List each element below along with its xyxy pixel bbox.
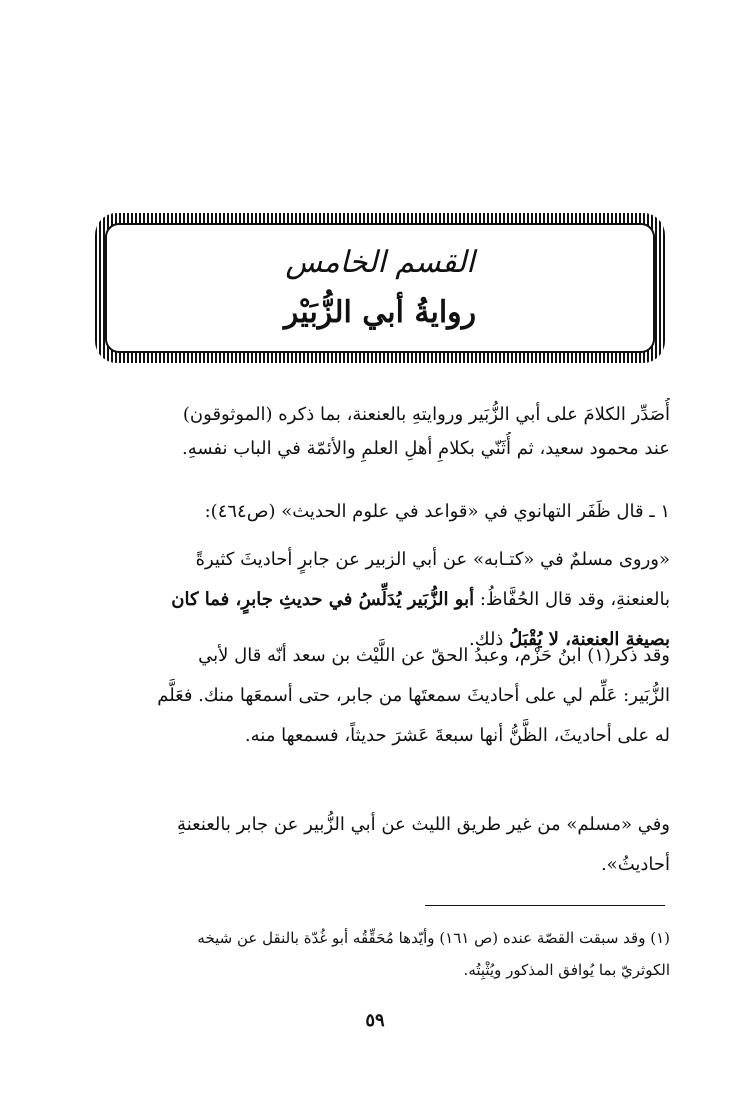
paragraph-intro — [96, 398, 670, 466]
title-ornamental-frame — [95, 213, 665, 363]
footnote-line: الكوثريّ بما يُوافق المذكور ويُثْبِتُه. — [463, 961, 670, 979]
paragraph-muslim — [96, 805, 670, 885]
text-normal: بالعنعنةِ، وقد قال الحُفَّاظُ: — [479, 589, 670, 610]
text-line: أُصَدِّر الكلامَ على أبي الزُّبَير وروايتهِ بالعنعنة، بما ذكره (الموثوقون) — [182, 404, 670, 425]
text-line: ١ ـ قال ظَفَر التهانوي في «قواعد في علوم الحديث» (ص٤٦٤): — [204, 501, 670, 522]
footnote — [96, 922, 670, 986]
text-line — [96, 580, 670, 620]
title-frame-inner — [105, 223, 655, 353]
text-line: عند محمود سعيد، ثم أُثَنّي بكلامِ أهلِ العلمِ والأئمّة في الباب نفسهِ. — [181, 438, 670, 459]
text-bold: أبو الزُّبَير يُدَلِّسُ في حديثِ جابرٍ، فما كان — [171, 589, 475, 610]
section-title: روايةُ أبي الزُّبَيْر — [283, 295, 477, 330]
text-line: له على أحاديثَ، الظَّنُّ أنها سبعةَ عَشرَ حديثاً، فسمعها منه. — [244, 725, 670, 746]
paragraph-citation — [96, 492, 670, 532]
text-bold: بصيغةِ العنعنة، لا يُقْبَلُ — [509, 629, 670, 650]
footnote-divider — [425, 905, 665, 906]
text-line: أحاديثُ». — [600, 854, 670, 875]
text-normal: ذلك. — [469, 629, 504, 650]
text-line: وقد ذكر(١) ابنُ حَزْم، وعبدُ الحقّ عن اللَّيْث بن سعد أنّه قال لأبي — [198, 645, 670, 666]
text-line: «وروى مسلمٌ في «كتـابه» عن أبي الزبير عن جابرٍ أحاديثَ كثيرةً — [195, 549, 670, 570]
footnote-line: (١) وقد سبقت القصّة عنده (ص ١٦١) وأيّدها مُحَقِّقُه أبو غُدّة بالنقل عن شيخه — [197, 929, 670, 947]
text-line: وفي «مسلم» من غير طريق الليث عن أبي الزُّبير عن جابر بالعنعنةِ — [177, 814, 670, 835]
text-line: الزُّبَير: عَلِّم لي على أحاديثَ سمعتَها من جابر، حتى أسمعَها منك. فعَلَّم — [157, 685, 670, 706]
section-label: القسم الخامس — [285, 245, 475, 280]
paragraph-layth — [96, 636, 670, 756]
page-number: ٥٩ — [365, 1010, 385, 1031]
